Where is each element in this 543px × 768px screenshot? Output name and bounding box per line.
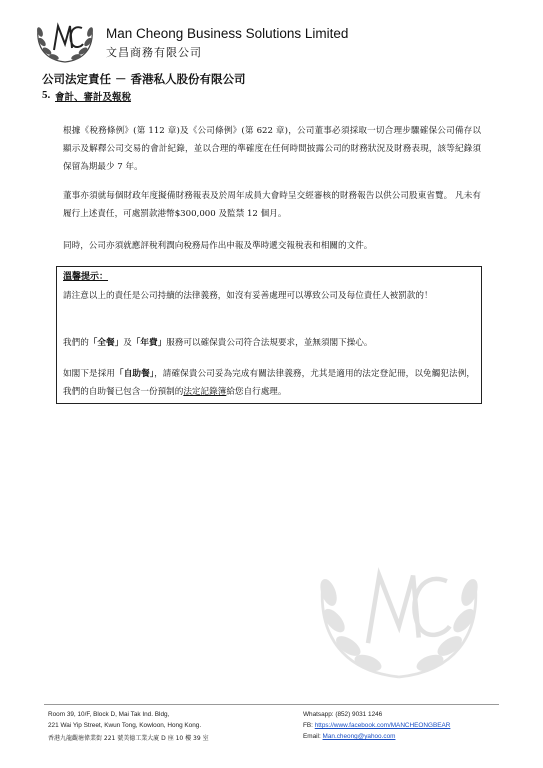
- self-service-label: 「自助餐」: [115, 369, 155, 379]
- footer-facebook: FB: https://www.facebook.com/MANCHEONGBEAR: [303, 722, 451, 729]
- reminder-line-services: 我們的「全餐」及「年費」服務可以確保貴公司符合法規要求，並無須閣下操心。: [63, 338, 373, 348]
- email-link[interactable]: Man.cheong@yahoo.com: [322, 733, 396, 740]
- reminder-heading: 溫馨提示：: [63, 272, 109, 282]
- document-title: 公司法定責任 － 香港私人股份有限公司: [42, 72, 246, 86]
- company-name-en: Man Cheong Business Solutions Limited: [106, 26, 349, 41]
- company-name-zh: 文昌商務有限公司: [106, 46, 202, 59]
- facebook-link[interactable]: https://www.facebook.com/MANCHEONGBEAR: [314, 722, 451, 729]
- footer-address-zh: 香港九龍觀塘偉業街 221 號美德工業大廈 D 座 10 樓 39 室: [48, 735, 209, 742]
- full-package-label: 「全餐」: [88, 338, 124, 348]
- section-number: 5.: [42, 89, 51, 101]
- section-title: 會計、審計及報稅: [55, 92, 132, 103]
- footer-whatsapp: Whatsapp: (852) 9031 1246: [303, 711, 383, 718]
- paragraph-financial-statements: 董事亦須就每個財政年度擬備財務報表及於周年成員大會時呈交經審核的財務報告以供公司股東省覽。 凡未有履行上述責任，可處罰款港幣$300,000 及監禁 12 個月。: [63, 191, 481, 219]
- reminder-box: [56, 266, 482, 404]
- statutory-register-book: 法定記錄簿: [183, 387, 227, 397]
- reminder-line-obligation: 請注意以上的責任是公司持續的法律義務，如沒有妥善處理可以導致公司及每位責任人被罰款的！: [63, 291, 433, 301]
- reminder-line-self-service: 如閣下是採用「自助餐」，請確保貴公司妥為完成有關法律義務，尤其是適用的法定登記冊，以免觸犯法例，我們的自助餐已包含一份預制的法定記錄簿給您自行處理。: [63, 369, 475, 397]
- watermark-emblem-icon: [306, 536, 492, 694]
- footer-email: Email: Man.cheong@yahoo.com: [303, 733, 396, 740]
- footer-divider: [44, 704, 499, 705]
- footer-address-line1: Room 39, 10/F, Block D, Mai Tak Ind. Bldg,: [48, 711, 170, 718]
- logo-emblem-icon: [32, 14, 98, 66]
- paragraph-accounting-records: 根據《稅務條例》(第 112 章)及《公司條例》(第 622 章)，公司董事必須採取一切合理步驟確保公司備存以顯示及解釋公司交易的會計紀錄，並以合理的準確度在任何時間披露公司的財務狀況及財務表現，該等紀錄須保留為期最少 7 年。: [63, 126, 481, 172]
- annual-fee-label: 「年費」: [131, 338, 167, 348]
- footer-address-line2: 221 Wai Yip Street, Kwun Tong, Kowloon, Hong Kong.: [48, 722, 202, 729]
- paragraph-tax-return: 同時，公司亦須就應評稅利潤向稅務局作出申報及準時遞交報稅表和相關的文件。: [63, 241, 373, 251]
